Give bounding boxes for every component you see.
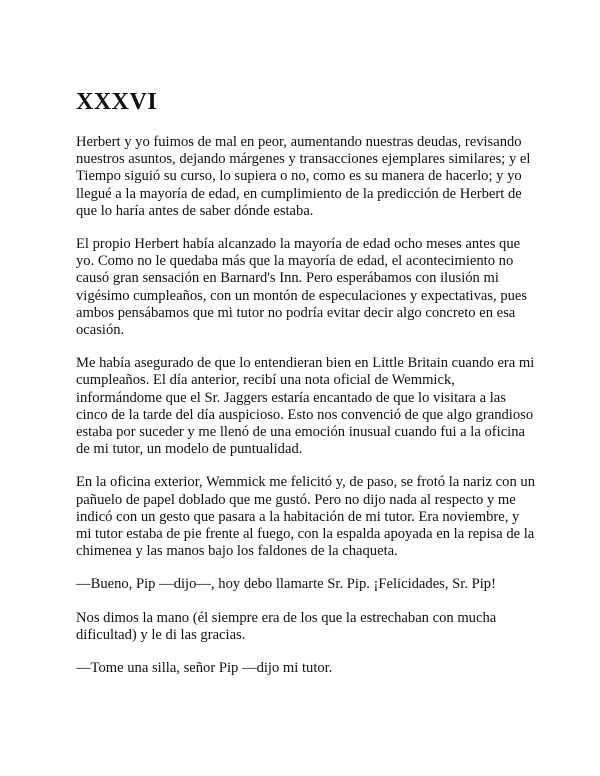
- paragraph: Me había asegurado de que lo entendieran bien en Little Britain cuando era mi cumpleaños. El día anterior, recibí una nota oficial de Wemmick, informándome que el Sr. Jaggers estaría encantado de que lo visitara a las cinco de la tarde del día auspicioso. Esto nos convenció de que algo grandioso estaba por suceder y me llenó de una emoción inusual cuando fui a la oficina de mi tutor, un modelo de puntualidad.: [76, 355, 535, 458]
- dialogue-paragraph: —Tome una silla, señor Pip —dijo mi tutor.: [76, 660, 333, 677]
- paragraph: El propio Herbert había alcanzado la mayoría de edad ocho meses antes que yo. Como no le quedaba más que la mayoría de edad, el acontecimiento no causó gran sensación en Barnard's Inn. Pero esperábamos con ilusión mi vigésimo cumpleaños, con un montón de especulaciones y expectativas, pues ambos pensábamos que mi tutor no podría evitar decir algo concreto en esa ocasión.: [76, 236, 528, 339]
- chapter-title: XXXVI: [76, 89, 158, 115]
- paragraph: Herbert y yo fuimos de mal en peor, aumentando nuestras deudas, revisando nuestros asuntos, dejando márgenes y transacciones ejemplares similares; y el Tiempo siguió su curso, lo supiera o no, como es su manera de hacerlo; y yo llegué a la mayoría de edad, en cumplimiento de la predicción de Herbert de que lo haría antes de saber dónde estaba.: [76, 134, 531, 219]
- page-body: [76, 88, 536, 693]
- paragraph: En la oficina exterior, Wemmick me felicitó y, de paso, se frotó la nariz con un pañuelo de papel doblado que me gustó. Pero no dijo nada al respecto y me indicó con un gesto que pasara a la habitación de mi tutor. Era noviembre, y mi tutor estaba de pie frente al fuego, con la espalda apoyada en la repisa de la chimenea y las manos bajo los faldones de la chaqueta.: [76, 474, 535, 560]
- paragraph: Nos dimos la mano (él siempre era de los que la estrechaban con mucha dificultad) y le di las gracias.: [76, 609, 497, 643]
- dialogue-paragraph: —Bueno, Pip —dijo—, hoy debo llamarte Sr. Pip. ¡Felicidades, Sr. Pip!: [76, 576, 496, 593]
